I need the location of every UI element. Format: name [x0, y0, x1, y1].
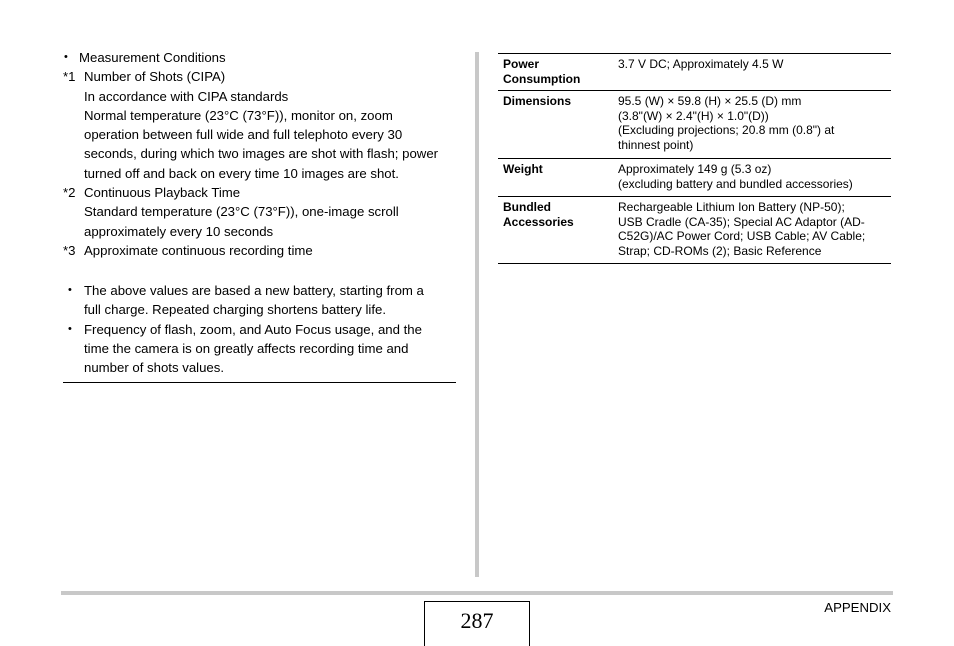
note-2-line: approximately every 10 seconds	[84, 223, 274, 239]
spec-value: Rechargeable Lithium Ion Battery (NP-50); USB Cradle (CA-35); Special AC Adaptor (AD- C52G)/AC Power Cord; USB Cable; AV Cable; Strap; CD-ROMs (2); Basic Reference	[618, 200, 866, 258]
note-marker: *1	[63, 69, 76, 85]
note-2-line: Standard temperature (23°C (73°F)), one-image scroll	[84, 204, 399, 220]
note-1-line: seconds, during which two images are shot with flash; power	[84, 146, 439, 162]
note-marker: *2	[63, 185, 76, 201]
spec-row-weight	[498, 159, 891, 197]
spec-value: Approximately 149 g (5.3 oz) (excluding battery and bundled accessories)	[618, 162, 853, 191]
spec-row-accessories	[498, 197, 891, 264]
note-1-line: In accordance with CIPA standards	[84, 88, 289, 104]
bullet-marker: •	[64, 51, 68, 63]
note-1-line: operation between full wide and full telephoto every 30	[84, 127, 403, 143]
bullet-2-line: time the camera is on greatly affects recording time and	[84, 340, 409, 356]
spec-table	[498, 53, 891, 264]
note-marker: *3	[63, 242, 76, 258]
note-1-line: turned off and back on every time 10 images are shot.	[84, 165, 399, 181]
spec-row-dimensions	[498, 91, 891, 159]
bullet-1	[63, 281, 456, 300]
note-2-title	[63, 183, 456, 202]
spec-label: Bundled Accessories	[503, 200, 574, 229]
page-number: 287	[424, 601, 530, 646]
footer-rule	[61, 591, 893, 595]
spec-value: 3.7 V DC; Approximately 4.5 W	[618, 57, 784, 71]
note-title-text: Number of Shots (CIPA)	[84, 69, 226, 85]
spec-label: Dimensions	[503, 94, 572, 108]
bullet-marker: •	[68, 283, 72, 296]
spec-value: 95.5 (W) × 59.8 (H) × 25.5 (D) mm (3.8"(W) × 2.4"(H) × 1.0"(D)) (Excluding projections; 20.8 mm (0.8") at thinnest point)	[618, 94, 835, 152]
note-title-text: Continuous Playback Time	[84, 185, 241, 201]
spec-row-power	[498, 54, 891, 91]
notes-heading-text: Measurement Conditions	[79, 50, 226, 65]
bullet-text: The above values are based a new battery, starting from a	[84, 282, 424, 298]
bullet-text: Frequency of flash, zoom, and Auto Focus usage, and the	[84, 321, 422, 337]
spec-label: Power Consumption	[503, 57, 581, 86]
bullet-1-line: full charge. Repeated charging shortens battery life.	[84, 302, 387, 318]
note-3-title	[63, 241, 456, 260]
notes-heading	[63, 48, 456, 67]
note-1-line: Normal temperature (23°C (73°F)), monitor on, zoom	[84, 107, 393, 123]
column-divider	[475, 52, 479, 577]
bullet-2	[63, 320, 456, 339]
section-label: APPENDIX	[824, 600, 891, 615]
note-title-text: Approximate continuous recording time	[84, 242, 313, 258]
bullet-2-line: number of shots values.	[84, 360, 225, 376]
spec-label: Weight	[503, 162, 543, 176]
note-1-title	[63, 67, 456, 86]
measurement-notes	[63, 48, 456, 377]
bullet-marker: •	[68, 322, 72, 335]
notes-bottom-rule	[63, 382, 456, 383]
